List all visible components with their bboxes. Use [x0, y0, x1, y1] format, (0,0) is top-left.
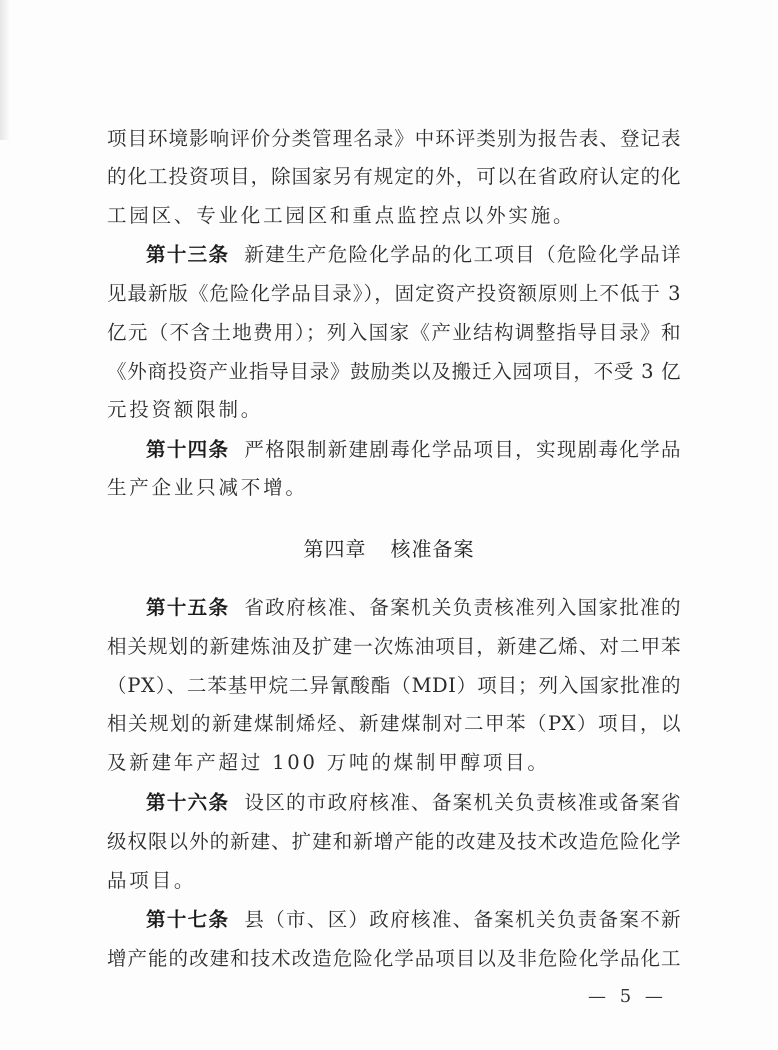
text-line: 《外商投资产业指导目录》鼓励类以及搬迁入园项目，不受 3 亿 — [107, 360, 681, 383]
text-line: （PX）、二苯基甲烷二异氰酸酯（MDI）项目；列入国家批准的 — [107, 674, 681, 697]
text-line: 相关规划的新建炼油及扩建一次炼油项目，新建乙烯、对二甲苯 — [107, 635, 681, 658]
article-15-heading: 第十五条 — [146, 596, 230, 619]
text-line: 的化工投资项目，除国家另有规定的外，可以在省政府认定的化 — [107, 165, 681, 188]
text-line: 级权限以外的新建、扩建和新增产能的改建及技术改造危险化学 — [107, 830, 681, 853]
article-17-first-line — [146, 901, 681, 939]
article-15-first-line — [146, 589, 681, 627]
scan-edge-shadow — [0, 0, 10, 140]
text-line: 元投资额限制。 — [107, 398, 264, 421]
text-line: 项目环境影响评价分类管理名录》中环评类别为报告表、登记表 — [107, 127, 681, 150]
article-17-text: 县（市、区）政府核准、备案机关负责备案不新 — [244, 908, 681, 931]
article-15-text: 省政府核准、备案机关负责核准列入国家批准的 — [244, 596, 681, 619]
article-16-heading: 第十六条 — [146, 791, 230, 814]
text-line: 见最新版《危险化学品目录》），固定资产投资额原则上不低于 3 — [107, 282, 681, 305]
article-16-first-line — [146, 784, 681, 822]
article-13-first-line — [146, 236, 681, 274]
chapter-number: 第四章 — [303, 537, 367, 561]
article-14-text: 严格限制新建剧毒化学品项目，实现剧毒化学品 — [244, 438, 681, 461]
article-14-heading: 第十四条 — [146, 438, 230, 461]
article-13-heading: 第十三条 — [146, 243, 230, 266]
text-line: 增产能的改建和技术改造危险化学品项目以及非危险化学品化工 — [107, 947, 681, 970]
article-13-text: 新建生产危险化学品的化工项目（危险化学品详 — [244, 243, 681, 266]
text-line: 生产企业只减不增。 — [107, 476, 308, 499]
chapter-heading — [0, 530, 778, 568]
text-line: 品项目。 — [107, 869, 197, 892]
article-14-first-line — [146, 431, 681, 469]
text-line: 亿元（不含土地费用）；列入国家《产业结构调整指导目录》和 — [107, 321, 681, 344]
chapter-title: 核准备案 — [390, 537, 475, 561]
page-number: — 5 — — [588, 986, 667, 1007]
text-line: 工园区、专业化工园区和重点监控点以外实施。 — [107, 204, 576, 227]
text-line: 相关规划的新建煤制烯烃、新建煤制对二甲苯（PX）项目，以 — [107, 712, 681, 735]
article-17-heading: 第十七条 — [146, 908, 230, 931]
article-16-text: 设区的市政府核准、备案机关负责核准或备案省 — [244, 791, 681, 814]
text-line: 及新建年产超过 100 万吨的煤制甲醇项目。 — [107, 751, 550, 774]
